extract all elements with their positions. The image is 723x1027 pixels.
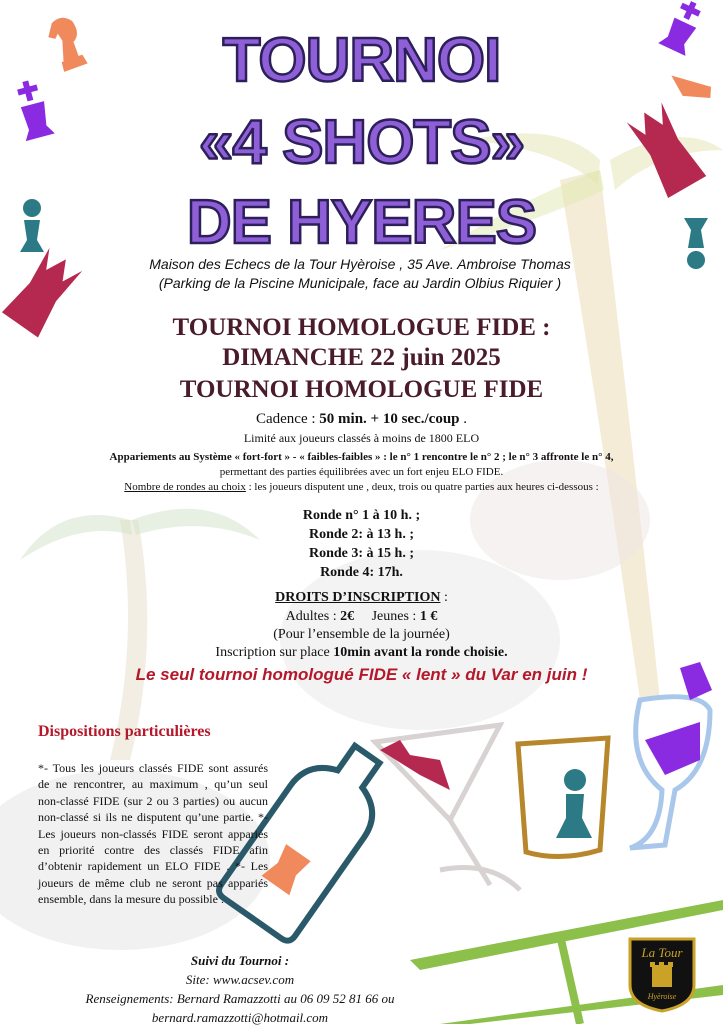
footer: [20, 951, 460, 1027]
cocktail-glass-icon: [375, 725, 520, 890]
logo-text-line-1: La Tour: [641, 945, 683, 960]
dispositions-title: Dispositions particulières: [38, 723, 211, 740]
headline-line-2: DIMANCHE 22 juin 2025: [222, 344, 501, 371]
logo-text-line-2: Hyèroise: [647, 992, 677, 1001]
adults-value: 2€: [340, 609, 355, 624]
headline-line-3: TOURNOI HOMOLOGUE FIDE: [179, 376, 544, 403]
adults-label: Adultes :: [285, 609, 337, 624]
fees-title-suffix: :: [440, 590, 448, 605]
schedule-item: Ronde n° 1 à 10 h. ;: [302, 508, 421, 523]
fees-title: DROITS D’INSCRIPTION: [275, 590, 441, 605]
youth-value: 1 €: [419, 609, 438, 624]
schedule-item: Ronde 4: 17h.: [320, 565, 403, 580]
rounds-line: [0, 481, 723, 493]
fees-title-line: [0, 590, 723, 606]
fees-note: (Pour l’ensemble de la journée): [273, 627, 450, 642]
cadence-limit: Limité aux joueurs classés à moins de 1800 ELO: [243, 431, 480, 445]
onsite-prefix: Inscription sur place: [215, 645, 334, 660]
title-line-1: TOURNOI: [222, 26, 501, 95]
title-line-2: «4 SHOTS»: [198, 108, 525, 177]
slogan: Le seul tournoi homologué FIDE « lent » du Var en juin !: [135, 665, 588, 684]
headline-line-1: TOURNOI HOMOLOGUE FIDE :: [172, 314, 551, 341]
onsite-bold: 10min avant la ronde choisie.: [333, 645, 508, 660]
pairing-line-1: Appariements au Système « fort-fort » - « faibles-faibles » : le n° 1 rencontre le n° 2 ; le n° 3 affronte le n° 4,: [109, 451, 614, 463]
onsite-registration: [0, 645, 723, 661]
venue-line-2: (Parking de la Piscine Municipale, face au Jardin Olbius Riquier ): [158, 275, 562, 291]
rounds-text: : les joueurs disputent une , deux, trois ou quatre parties aux heures ci-dessous :: [245, 481, 599, 493]
schedule-item: Ronde 3: à 15 h. ;: [308, 546, 414, 561]
cadence-line: [0, 411, 723, 428]
pairing-line-2: permettant des parties équilibrées avec un fort enjeu ELO FIDE.: [219, 466, 504, 478]
cadence-value: 50 min. + 10 sec./coup: [319, 411, 460, 427]
cadence-suffix: .: [463, 411, 468, 427]
youth-label: Jeunes :: [371, 609, 417, 624]
footer-follow: Suivi du Tournoi :: [190, 953, 290, 968]
tumbler-glass-icon: [518, 738, 608, 857]
schedule-list: [0, 506, 723, 582]
title-line-3: DE HYERES: [186, 188, 537, 257]
fees-prices: [0, 609, 723, 625]
dispositions-text: *- Tous les joueurs classés FIDE sont assurés de ne rencontrer, au maximum , qu’un seul non-classé FIDE (sur 2 ou 3 parties) ou aucun non-classé si ils ne disputent qu’une partie. *- Les joueurs non-classés FIDE seront appariés en priorité contre des classés FIDE afin d’obtenir rapidement un ELO FIDE . *- Les joueurs de même club ne seront pas appariés ensemble, dans la mesure du possible .: [38, 761, 268, 907]
footer-email: bernard.ramazzotti@hotmail.com: [151, 1010, 329, 1025]
cadence-label: Cadence :: [255, 411, 316, 427]
schedule-item: Ronde 2: à 13 h. ;: [308, 527, 414, 542]
rounds-label: Nombre de rondes au choix: [124, 481, 246, 493]
footer-info: Renseignements: Bernard Ramazzotti au 06 09 52 81 66 ou: [85, 991, 395, 1006]
footer-site: Site: www.acsev.com: [185, 972, 295, 987]
venue-line-1: Maison des Echecs de la Tour Hyèroise , 35 Ave. Ambroise Thomas: [149, 256, 571, 272]
club-logo-shield-icon: [626, 935, 698, 1013]
